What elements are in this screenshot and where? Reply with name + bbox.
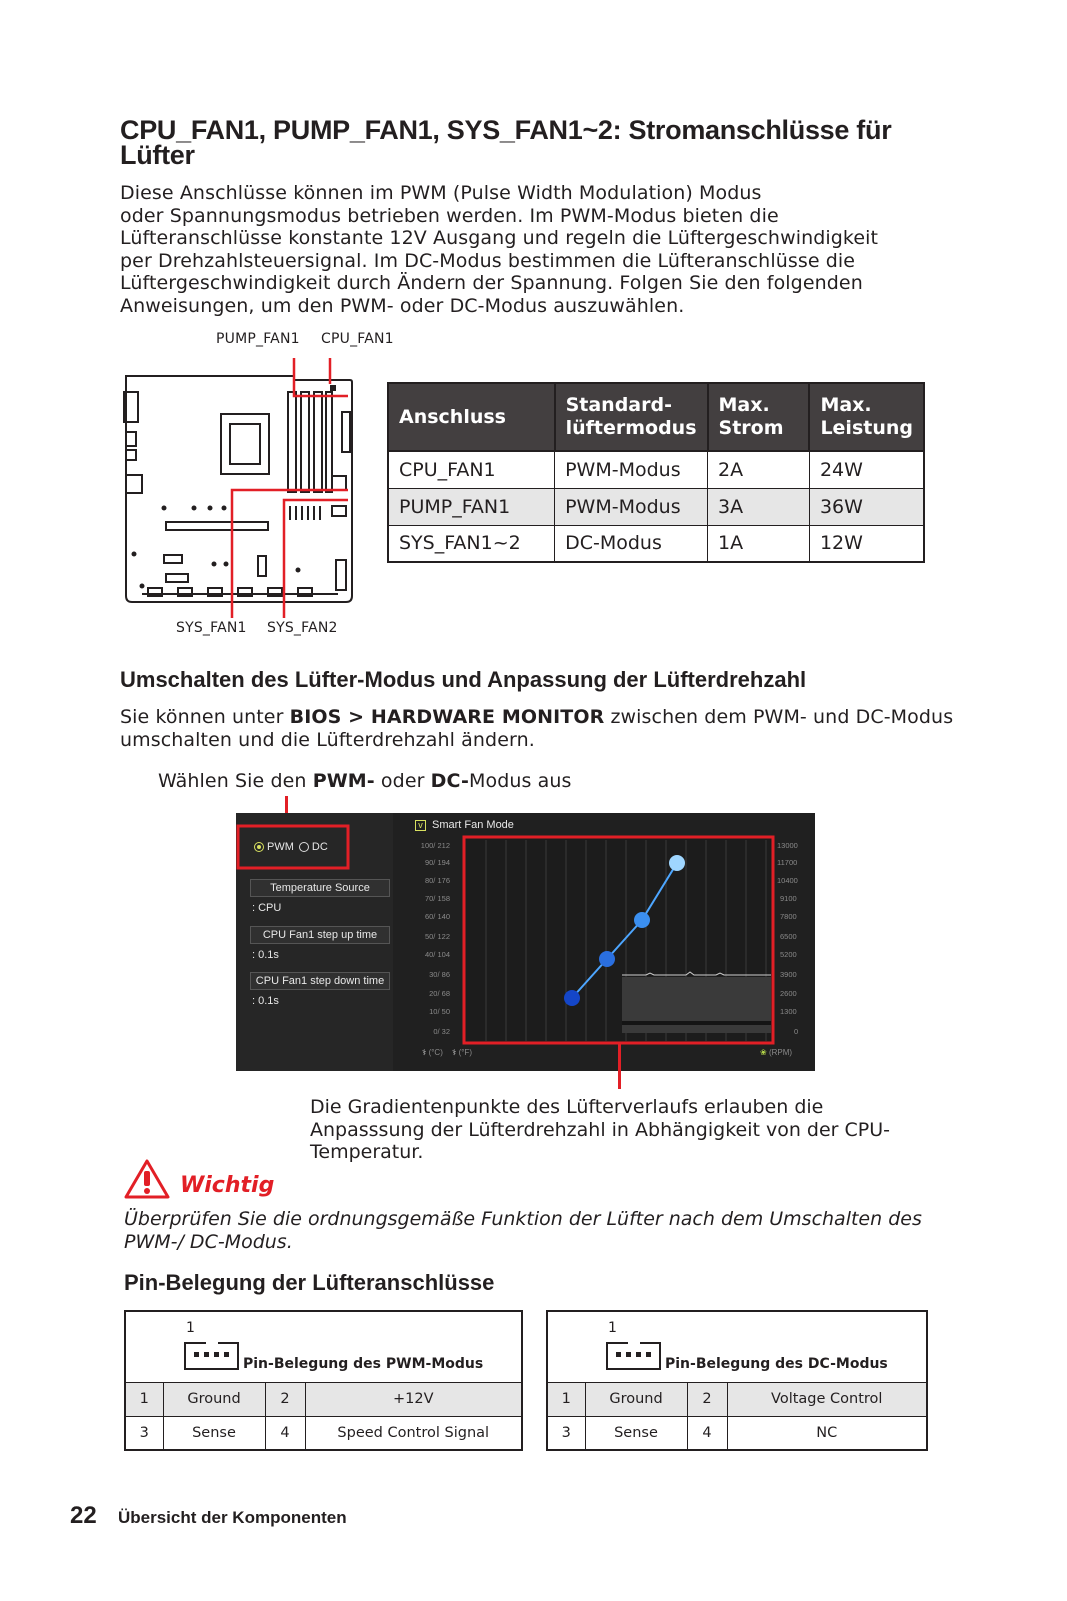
cell: PWM-Modus bbox=[555, 488, 708, 525]
fan-mode-paragraph-line-1: Sie können unter BIOS > HARDWARE MONITOR zwischen dem PWM- und DC-Modus bbox=[120, 706, 954, 728]
table-row bbox=[547, 1416, 927, 1450]
step-up-time-value: : 0.1s bbox=[252, 949, 279, 961]
curve-callout bbox=[310, 1096, 910, 1164]
y-right-tick: 6500 bbox=[780, 932, 797, 941]
curve-point bbox=[669, 855, 685, 871]
header-anschluss: Anschluss bbox=[388, 383, 555, 451]
intro-line: Lüftergeschwindigkeit durch Ändern der Spannung. Folgen Sie den folgenden bbox=[120, 272, 863, 295]
cell: 1 bbox=[125, 1382, 163, 1416]
curve-point bbox=[599, 951, 615, 967]
dc-pin-title: Pin-Belegung des DC-Modus bbox=[665, 1356, 888, 1372]
header-max-current: Max. Strom bbox=[708, 383, 810, 451]
cell: SYS_FAN1~2 bbox=[388, 525, 555, 562]
y-right-tick: 5200 bbox=[780, 950, 797, 959]
section-heading-fan-mode: Umschalten des Lüfter-Modus und Anpassung der Lüfterdrehzahl bbox=[120, 667, 807, 692]
cell: +12V bbox=[305, 1382, 522, 1416]
y-left-tick: 20/ 68 bbox=[429, 989, 450, 998]
bios-fan-screenshot bbox=[236, 813, 815, 1071]
curve-leader bbox=[618, 1044, 621, 1089]
cell: Speed Control Signal bbox=[305, 1416, 522, 1450]
cell: 1A bbox=[708, 525, 810, 562]
pwm-pin-header bbox=[125, 1311, 522, 1382]
cell: 1 bbox=[547, 1382, 585, 1416]
thermometer-icon: ⚕ bbox=[422, 1048, 427, 1057]
cell: 12W bbox=[809, 525, 924, 562]
page-number: 22 bbox=[70, 1502, 97, 1529]
intro-line: per Drehzahlsteuersignal. Im DC-Modus bestimmen die Lüfteranschlüsse die bbox=[120, 249, 856, 272]
y-right-tick: 13000 bbox=[777, 841, 798, 850]
label-sys-fan2: SYS_FAN2 bbox=[267, 620, 338, 636]
thermometer-icon: ⚕ bbox=[452, 1048, 457, 1057]
unit-rpm: ❀ (RPM) bbox=[760, 1048, 793, 1057]
y-right-tick: 11700 bbox=[777, 858, 798, 867]
note-line: Überprüfen Sie die ordnungsgemäße Funktion der Lüfter nach dem Umschalten des bbox=[124, 1208, 922, 1230]
pwm-dc-highlight bbox=[238, 826, 348, 868]
table-row bbox=[388, 451, 924, 488]
step-down-time-field[interactable]: CPU Fan1 step down time bbox=[250, 972, 390, 990]
page-title-line-1: CPU_FAN1, PUMP_FAN1, SYS_FAN1~2: Stromanschlüsse für bbox=[120, 115, 892, 145]
page-title bbox=[120, 115, 940, 170]
dc-pin-table bbox=[546, 1310, 928, 1451]
cell: 4 bbox=[687, 1416, 727, 1450]
label-cpu-fan1: CPU_FAN1 bbox=[321, 331, 394, 347]
cell: DC-Modus bbox=[555, 525, 708, 562]
y-left-tick: 10/ 50 bbox=[429, 1007, 450, 1016]
y-left-tick: 70/ 158 bbox=[424, 894, 450, 903]
fan-mode-paragraph-line-2: umschalten und die Lüfterdrehzahl ändern. bbox=[120, 729, 535, 751]
cell: 2A bbox=[708, 451, 810, 488]
pwm-pin-title: Pin-Belegung des PWM-Modus bbox=[243, 1356, 484, 1372]
intro-line: oder Spannungsmodus betrieben werden. Im PWM-Modus bieten die bbox=[120, 204, 779, 227]
table-row bbox=[125, 1382, 522, 1416]
cell: 3 bbox=[125, 1416, 163, 1450]
important-note bbox=[124, 1208, 922, 1254]
intro-line: Diese Anschlüsse können im PWM (Pulse Width Modulation) Modus bbox=[120, 182, 762, 204]
cell: PWM-Modus bbox=[555, 451, 708, 488]
pwm-label: PWM bbox=[267, 841, 294, 853]
dc-pin-header bbox=[547, 1311, 927, 1382]
y-right-tick: 2600 bbox=[780, 989, 797, 998]
y-right-tick: 7800 bbox=[780, 912, 797, 921]
cell: 2 bbox=[265, 1382, 305, 1416]
important-label: Wichtig bbox=[180, 1173, 275, 1198]
cell: 3 bbox=[547, 1416, 585, 1450]
connector-table-header bbox=[388, 383, 924, 451]
cell: Sense bbox=[163, 1416, 265, 1450]
callout-line: Temperatur. bbox=[310, 1141, 424, 1164]
warning-icon bbox=[124, 1158, 170, 1200]
smart-fan-mode-checkbox[interactable]: v bbox=[415, 820, 426, 831]
intro-line: Lüfteranschlüsse konstante 12V Ausgang und regeln die Lüftergeschwindigkeit bbox=[120, 227, 879, 250]
smart-fan-mode-label: Smart Fan Mode bbox=[432, 819, 514, 831]
note-line: PWM-/ DC-Modus. bbox=[124, 1231, 293, 1253]
y-right-tick: 9100 bbox=[780, 894, 797, 903]
y-right-tick: 1300 bbox=[780, 1007, 797, 1016]
cell: 3A bbox=[708, 488, 810, 525]
header-standard-mode: Standard- lüftermodus bbox=[555, 383, 708, 451]
y-right-tick: 0 bbox=[794, 1027, 799, 1036]
unit-celsius: ⚕ (°C) bbox=[422, 1048, 443, 1057]
y-right-tick: 10400 bbox=[777, 876, 798, 885]
callout-line: Anpasssung der Lüfterdrehzahl in Abhängigkeit von der CPU- bbox=[310, 1118, 891, 1141]
temperature-source-field[interactable]: Temperature Source bbox=[250, 879, 390, 897]
cell: NC bbox=[727, 1416, 927, 1450]
pin-one-marker: 1 bbox=[608, 1320, 617, 1336]
temperature-source-value: : CPU bbox=[252, 902, 282, 914]
cell: Ground bbox=[163, 1382, 265, 1416]
pwm-pin-table bbox=[124, 1310, 523, 1451]
cell: CPU_FAN1 bbox=[388, 451, 555, 488]
curve-point bbox=[634, 912, 650, 928]
fan-icon: ❀ bbox=[760, 1048, 767, 1057]
cell: 36W bbox=[809, 488, 924, 525]
y-left-tick: 80/ 176 bbox=[424, 876, 450, 885]
y-right-tick: 3900 bbox=[780, 970, 797, 979]
cell: Ground bbox=[585, 1382, 687, 1416]
y-left-tick: 0/ 32 bbox=[433, 1027, 450, 1036]
callout-line: Die Gradientenpunkte des Lüfterverlaufs erlauben die bbox=[310, 1096, 824, 1118]
header-max-power: Max. Leistung bbox=[809, 383, 924, 451]
y-left-tick: 90/ 194 bbox=[424, 858, 450, 867]
table-row bbox=[388, 525, 924, 562]
connector-table bbox=[387, 382, 925, 563]
cell: 24W bbox=[809, 451, 924, 488]
cell: Voltage Control bbox=[727, 1382, 927, 1416]
y-left-tick: 40/ 104 bbox=[424, 950, 450, 959]
table-row bbox=[388, 488, 924, 525]
pin-assignment-heading: Pin-Belegung der Lüfteranschlüsse bbox=[124, 1270, 495, 1295]
cell: 4 bbox=[265, 1416, 305, 1450]
fan-connector-icon bbox=[606, 1342, 661, 1370]
page-title-line-2: Lüfter bbox=[120, 140, 195, 170]
intro-line: Anweisungen, um den PWM- oder DC-Modus auszuwählen. bbox=[120, 294, 685, 317]
intro-paragraph bbox=[120, 182, 920, 318]
cell: Sense bbox=[585, 1416, 687, 1450]
motherboard-diagram bbox=[118, 350, 358, 620]
step-up-time-field[interactable]: CPU Fan1 step up time bbox=[250, 926, 390, 944]
y-left-tick: 60/ 140 bbox=[424, 912, 450, 921]
dc-label: DC bbox=[311, 841, 328, 853]
table-row bbox=[547, 1382, 927, 1416]
curve-point bbox=[564, 990, 580, 1006]
select-mode-caption: Wählen Sie den PWM- oder DC-Modus aus bbox=[158, 770, 572, 792]
cell: 2 bbox=[687, 1382, 727, 1416]
pin-one-marker: 1 bbox=[186, 1320, 195, 1336]
footer-section-title: Übersicht der Komponenten bbox=[118, 1508, 347, 1527]
y-left-tick: 100/ 212 bbox=[420, 841, 450, 850]
table-row bbox=[125, 1416, 522, 1450]
unit-fahrenheit: ⚕ (°F) bbox=[452, 1048, 472, 1057]
y-left-tick: 50/ 122 bbox=[424, 932, 450, 941]
cell: PUMP_FAN1 bbox=[388, 488, 555, 525]
pump-fan1-leader bbox=[294, 358, 348, 396]
fan-connector-icon bbox=[184, 1342, 239, 1370]
label-pump-fan1: PUMP_FAN1 bbox=[216, 331, 300, 347]
label-sys-fan1: SYS_FAN1 bbox=[176, 620, 247, 636]
y-left-tick: 30/ 86 bbox=[429, 970, 450, 979]
fan-curve-graph bbox=[236, 813, 815, 1071]
step-down-time-value: : 0.1s bbox=[252, 995, 279, 1007]
